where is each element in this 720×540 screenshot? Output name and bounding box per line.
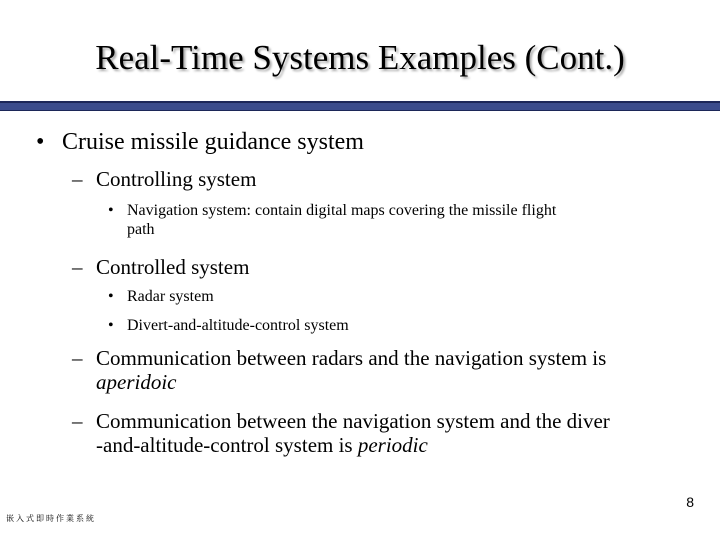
bullet-text: Controlling system: [96, 167, 257, 191]
dash-marker: –: [72, 255, 83, 279]
bullet-controlling-system: [72, 167, 256, 191]
bullet-radar-system: [108, 287, 214, 306]
dash-marker: –: [72, 409, 83, 433]
emphasis-aperidoic: aperidoic: [96, 370, 177, 394]
title-divider: [0, 101, 720, 111]
bullet-text-plain: -and-altitude-control system is: [96, 433, 358, 457]
bullet-text-line2: path: [127, 221, 155, 238]
bullet-text-line2: [72, 433, 610, 457]
bullet-text-line1: Communication between radars and the navigation system is: [96, 346, 607, 370]
bullet-text: Cruise missile guidance system: [62, 129, 364, 155]
bullet-text-line2: [72, 370, 606, 394]
dash-marker: –: [72, 346, 83, 370]
bullet-marker: •: [108, 202, 114, 219]
footer-course-name: 嵌入式即時作業系統: [6, 514, 96, 523]
bullet-controlled-system: [72, 255, 249, 279]
bullet-navigation-system: [108, 201, 556, 239]
emphasis-periodic: periodic: [357, 433, 428, 457]
bullet-text-line1: Navigation system: contain digital maps covering the missile flight: [127, 202, 557, 219]
bullet-text-line1: Communication between the navigation system and the diver: [96, 409, 610, 433]
bullet-marker: •: [108, 317, 114, 334]
bullet-text: Radar system: [127, 288, 214, 305]
bullet-marker: •: [108, 288, 114, 305]
bullet-communication-navigation: [72, 409, 610, 457]
bullet-cruise-missile: [36, 128, 364, 156]
slide-number: 8: [686, 494, 694, 510]
bullet-text: Divert-and-altitude-control system: [127, 317, 349, 334]
dash-marker: –: [72, 167, 83, 191]
bullet-communication-radars: [72, 346, 606, 394]
slide-title: Real-Time Systems Examples (Cont.): [95, 38, 625, 77]
bullet-marker: •: [36, 129, 45, 155]
bullet-divert-altitude-control: [108, 316, 349, 335]
bullet-text: Controlled system: [96, 255, 250, 279]
